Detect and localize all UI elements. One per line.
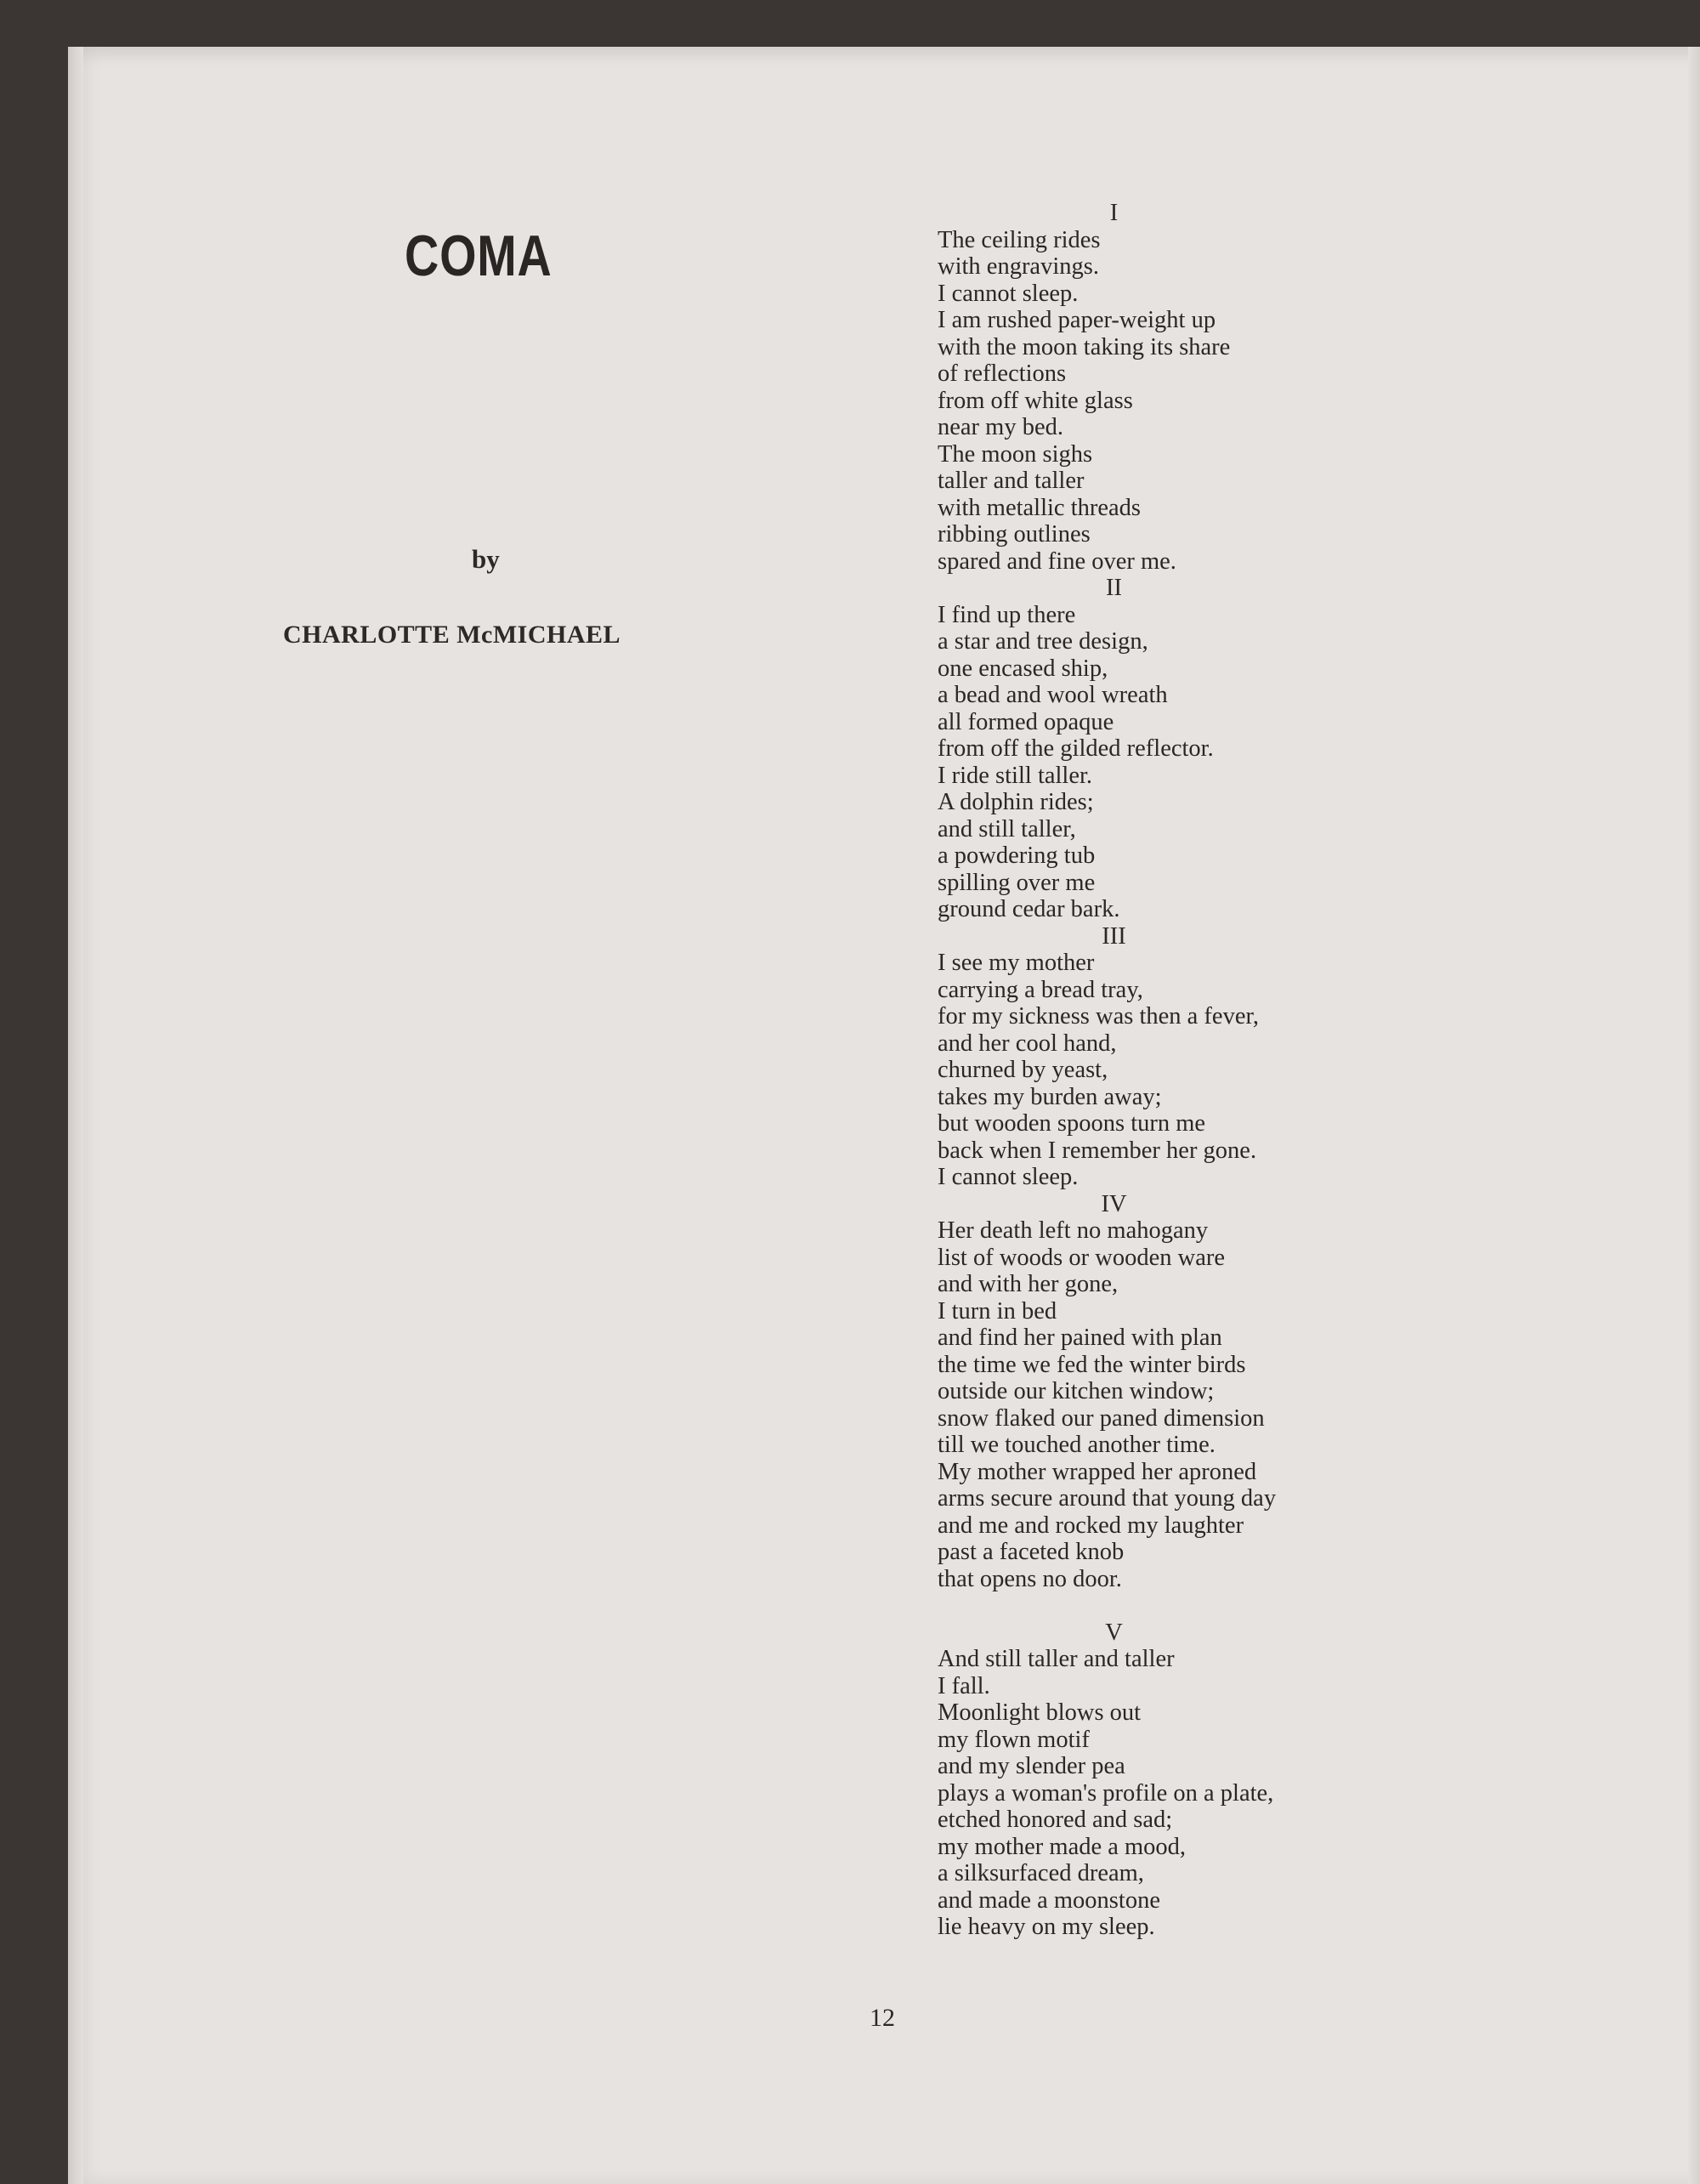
poem-line: past a faceted knob — [938, 1539, 1125, 1565]
poem-line: I ride still taller. — [938, 762, 1093, 789]
poem-line: for my sickness was then a fever, — [938, 1003, 1259, 1030]
poem-line: takes my burden away; — [938, 1083, 1162, 1110]
poem-line: one encased ship, — [938, 655, 1108, 682]
poem-line: with the moon taking its share — [938, 333, 1231, 360]
poem-line: I find up there — [938, 601, 1076, 628]
poem-line: etched honored and sad; — [938, 1807, 1173, 1833]
poem-line: The moon sighs — [938, 440, 1093, 468]
poem-line: and still taller, — [938, 815, 1076, 842]
poem-line: with metallic threads — [938, 494, 1142, 521]
author-name: CHARLOTTE McMICHAEL — [283, 621, 621, 649]
poem-line: the time we fed the winter birds — [938, 1351, 1246, 1378]
poem-line: a powdering tub — [938, 842, 1096, 869]
poem-line: my mother made a mood, — [938, 1833, 1187, 1860]
poem-line: a star and tree design, — [938, 628, 1148, 655]
poem-line: I cannot sleep. — [938, 1164, 1079, 1190]
poem-line: all formed opaque — [938, 708, 1114, 735]
section-numeral: IV — [1101, 1190, 1127, 1217]
poem-line: I am rushed paper-weight up — [938, 307, 1216, 333]
poem-body — [938, 200, 1533, 1941]
poem-line: spilling over me — [938, 869, 1096, 896]
section-numeral: V — [1105, 1619, 1123, 1646]
poem-line: of reflections — [938, 360, 1067, 387]
poem-line: I fall. — [938, 1672, 990, 1699]
poem-line: with engravings. — [938, 253, 1099, 280]
poem-line: from off the gilded reflector. — [938, 735, 1214, 762]
poem-line: The ceiling rides — [938, 226, 1101, 253]
poem-line: Moonlight blows out — [938, 1699, 1142, 1726]
poem-line: A dolphin rides; — [938, 789, 1094, 815]
poem-line: and my slender pea — [938, 1753, 1125, 1779]
poem-line: plays a woman's profile on a plate, — [938, 1779, 1274, 1807]
poem-line: carrying a bread tray, — [938, 976, 1143, 1003]
poem-line: snow flaked our paned dimension — [938, 1404, 1265, 1432]
poem-line: taller and taller — [938, 468, 1085, 494]
poem-line: from off white glass — [938, 387, 1133, 414]
poem-line: And still taller and taller — [938, 1646, 1175, 1672]
poem-line: I cannot sleep. — [938, 280, 1079, 307]
poem-line: till we touched another time. — [938, 1432, 1216, 1458]
poem-line: but wooden spoons turn me — [938, 1110, 1206, 1137]
page-number: 12 — [870, 2004, 895, 2032]
poem-line: arms secure around that young day — [938, 1485, 1277, 1512]
poem-line: list of woods or wooden ware — [938, 1244, 1225, 1271]
poem-line: ribbing outlines — [938, 521, 1091, 547]
poem-line: ground cedar bark. — [938, 896, 1120, 922]
stanza-gap — [938, 1592, 1533, 1620]
poem-line: outside our kitchen window; — [938, 1378, 1215, 1404]
poem-line: spared and fine over me. — [938, 547, 1176, 575]
poem-line: a silksurfaced dream, — [938, 1860, 1144, 1886]
section-numeral: I — [1109, 200, 1119, 226]
poem-line: churned by yeast, — [938, 1057, 1108, 1083]
poem-line: and with her gone, — [938, 1271, 1119, 1297]
page-right-edge — [1688, 47, 1700, 2184]
poem-line: and me and rocked my laughter — [938, 1512, 1244, 1539]
byline-by: by — [472, 544, 500, 574]
poem-line: My mother wrapped her aproned — [938, 1458, 1257, 1485]
poem-line: and her cool hand, — [938, 1030, 1117, 1057]
section-numeral: III — [1102, 922, 1126, 950]
poem-line: that opens no door. — [938, 1565, 1122, 1592]
poem-line: I turn in bed — [938, 1297, 1057, 1325]
poem-line: I see my mother — [938, 950, 1095, 976]
poem-line: and made a moonstone — [938, 1886, 1160, 1914]
article-title: COMA — [405, 224, 552, 288]
poem-line: Her death left no mahogany — [938, 1217, 1209, 1244]
poem-line: and find her pained with plan — [938, 1325, 1222, 1351]
poem-line: my flown motif — [938, 1726, 1090, 1753]
poem-line: lie heavy on my sleep. — [938, 1914, 1155, 1940]
poem-line: near my bed. — [938, 414, 1063, 440]
page-gutter-shadow — [68, 47, 83, 2184]
poem-line: a bead and wool wreath — [938, 682, 1168, 708]
section-numeral: II — [1106, 575, 1122, 601]
poem-line: back when I remember her gone. — [938, 1137, 1257, 1164]
